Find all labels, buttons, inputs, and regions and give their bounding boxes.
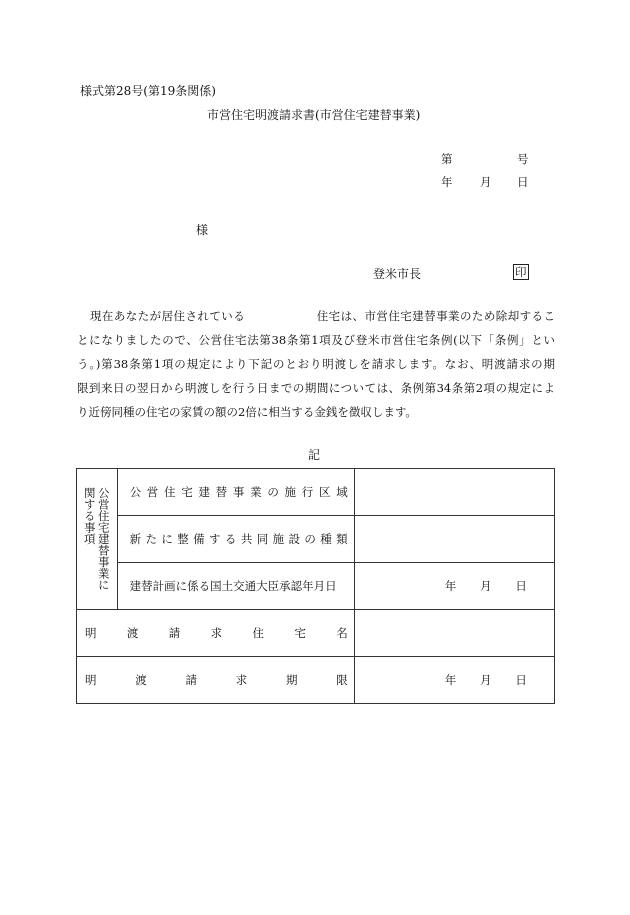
body-line: とになりましたので、公営住宅法第38条第1項及び登米市営住宅条例(以下「条例」とい [77, 333, 555, 347]
table-row [77, 657, 555, 704]
label-char: 事 [232, 485, 245, 499]
group-header-cell [77, 469, 118, 610]
day-label: 日 [515, 673, 527, 687]
number-suffix: 号 [517, 152, 529, 166]
date-value-cell[interactable] [354, 657, 554, 704]
label-char: 新 [129, 532, 142, 546]
month-label: 月 [480, 175, 492, 189]
value-cell[interactable] [354, 516, 554, 563]
label-char: 営 [146, 485, 159, 499]
label-char: 整 [177, 532, 189, 546]
label-char: 渡 [126, 626, 139, 640]
label-char: 限 [336, 673, 348, 687]
label-char: 共 [240, 532, 253, 546]
label-char: 宅 [294, 626, 306, 640]
label-char: 業 [250, 485, 262, 499]
table-row [77, 469, 555, 516]
value-cell[interactable] [354, 469, 554, 516]
label-char: た [145, 532, 157, 546]
label-char: 区 [318, 485, 331, 499]
table-row [77, 516, 555, 563]
label-char: 住 [164, 485, 176, 499]
label-char: に [161, 532, 173, 546]
label-char: 請 [168, 626, 181, 640]
body-line: 現在あなたが居住されている 住宅は、市営住宅建替事業のため除却するこ [90, 309, 555, 323]
label-char: 設 [288, 532, 300, 546]
label-char: 請 [185, 673, 197, 687]
body-line: 限到来日の翌日から明渡しを行う日までの期間については、条例第34条第2項の規定によ [77, 381, 555, 395]
form-number: 様式第28号(第19条関係) [80, 84, 216, 98]
label-char: 期 [286, 673, 298, 687]
label-char: 域 [336, 485, 348, 499]
label-char: 類 [336, 532, 348, 546]
document-title: 市営住宅明渡請求書(市営住宅建替事業) [207, 108, 421, 122]
issue-date-line [441, 174, 531, 190]
ki-heading: 記 [308, 448, 321, 462]
request-details-table [76, 468, 555, 704]
year-label: 年 [444, 673, 457, 687]
table-row [77, 563, 555, 610]
group-header-col: 公営住宅建替事業に [96, 487, 111, 591]
label-char: る [224, 532, 237, 546]
table-row [77, 610, 555, 657]
label-char: 住 [252, 626, 264, 640]
row-label [77, 672, 354, 688]
label-char: 行 [301, 485, 314, 499]
label-char: 替 [215, 485, 228, 499]
issuer-name: 登米市長 [373, 267, 422, 281]
year-label: 年 [441, 175, 453, 189]
day-label: 日 [517, 175, 529, 189]
label-char: 施 [272, 532, 285, 546]
label-char: 渡 [135, 673, 147, 687]
label-char: 種 [320, 532, 332, 546]
label-char: の [267, 485, 279, 499]
row-label-cell [117, 563, 354, 610]
row-label-cell [117, 469, 354, 516]
label-char: の [304, 532, 316, 546]
row-label: 建替計画に係る国土交通大臣承認年月日 [129, 579, 337, 593]
body-line: り近傍同種の住宅の家賃の額の2倍に相当する金銭を徴収します。 [77, 405, 417, 419]
label-char: 備 [193, 532, 205, 546]
body-text [77, 304, 555, 424]
row-label [124, 531, 354, 547]
label-char: 求 [210, 626, 223, 640]
label-char: 求 [235, 673, 248, 687]
document-number-line [441, 151, 531, 167]
label-char: 施 [284, 485, 297, 499]
label-char: 公 [129, 485, 142, 499]
label-char: 名 [336, 626, 348, 640]
label-char: 明 [85, 626, 97, 640]
label-char: 同 [256, 532, 269, 546]
label-char: 建 [198, 485, 210, 499]
body-line: う。)第38条第1項の規定により下記のとおり明渡しを請求します。なお、明渡請求の期 [77, 357, 555, 371]
label-char: す [209, 532, 221, 546]
value-cell[interactable] [354, 610, 554, 657]
seal-mark: 印 [515, 265, 527, 279]
label-char: 明 [85, 673, 97, 687]
row-label [77, 625, 354, 641]
addressee-suffix: 様 [196, 223, 209, 237]
day-label: 日 [515, 579, 527, 593]
group-header-col: 関する事項 [82, 487, 97, 545]
row-label-cell [77, 610, 355, 657]
row-label-cell [77, 657, 355, 704]
label-char: 宅 [181, 485, 193, 499]
row-label [124, 484, 354, 500]
month-label: 月 [480, 579, 492, 593]
month-label: 月 [480, 673, 492, 687]
row-label-cell [117, 516, 354, 563]
number-prefix: 第 [441, 152, 453, 166]
year-label: 年 [444, 579, 457, 593]
date-value-cell[interactable] [354, 563, 554, 610]
